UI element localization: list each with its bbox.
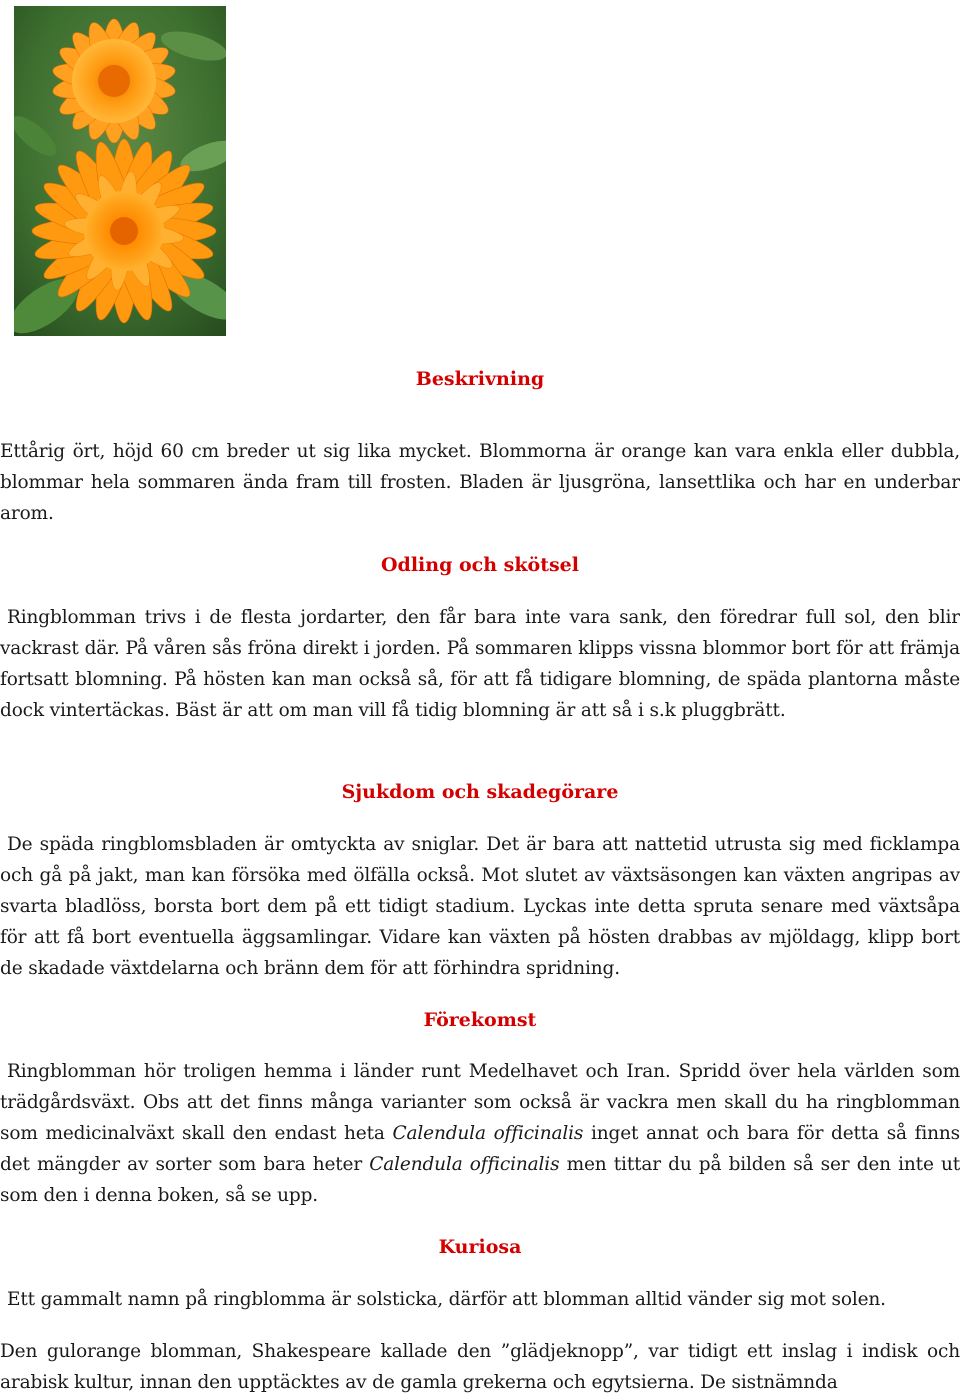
forekomst-text-3: men tittar du på bilden så ser den inte ut som den i denna boken, så se upp. bbox=[0, 1154, 960, 1206]
heading-forekomst: Förekomst bbox=[423, 1009, 537, 1031]
heading-kuriosa: Kuriosa bbox=[438, 1236, 522, 1258]
paragraph-kuriosa-2: Den gulorange blomman, Shakespeare kallade den ”glädjeknopp”, var tidigt ett inslag i indisk och arabisk kultur, innan den upptäcktes av de gamla grekerna och egytsierna. De sistnämnda bbox=[0, 1341, 960, 1393]
paragraph-beskrivning: Ettårig ört, höjd 60 cm breder ut sig lika mycket. Blommorna är orange kan vara enkla eller dubbla, blommar hela sommaren ända fram till frosten. Bladen är ljusgröna, lansettlika och har en underbar arom. bbox=[0, 441, 960, 524]
latin-name-2: Calendula officinalis bbox=[369, 1154, 560, 1175]
forekomst-text-2: inget annat och bara för detta så finns det mängder av sorter som bara heter bbox=[0, 1123, 960, 1175]
heading-odling-och-skotsel: Odling och skötsel bbox=[381, 554, 579, 576]
marigold-photo bbox=[14, 6, 226, 336]
paragraph-odling-och-skotsel: Ringblomman trivs i de flesta jordarter, den får bara inte vara sank, den föredrar full sol, den blir vackrast där. På våren sås fröna direkt i jorden. På sommaren klipps vissna blommor bort för att främja fortsatt blomning. På hösten kan man också så, för att få tidigare blomning, de späda plantorna måste dock vintertäckas. Bäst är att om man vill få tidig blomning är att så i s.k pluggbrätt. bbox=[0, 607, 960, 721]
forekomst-text-1: Ringblomman hör troligen hemma i länder runt Medelhavet och Iran. Spridd över hela världen som trädgårdsväxt. Obs att det finns många varianter som också är vackra men skall du ha ringblomman som medicinalväxt skall den endast heta bbox=[0, 1061, 960, 1144]
latin-name-1: Calendula officinalis bbox=[392, 1123, 584, 1144]
heading-beskrivning: Beskrivning bbox=[415, 368, 545, 390]
paragraph-kuriosa: Ett gammalt namn på ringblomma är solsticka, därför att blomman alltid vänder sig mot solen. bbox=[7, 1289, 886, 1310]
paragraph-forekomst bbox=[0, 1056, 960, 1211]
heading-sjukdom-och-skadegorare: Sjukdom och skadegörare bbox=[341, 781, 619, 803]
paragraph-sjukdom-och-skadegorare: De späda ringblomsbladen är omtyckta av sniglar. Det är bara att nattetid utrusta sig med ficklampa och gå på jakt, man kan försöka med ölfälla också. Mot slutet av växtsäsongen kan växten angripas av svarta bladlöss, borsta bort dem på ett tidigt stadium. Lyckas inte detta spruta senare med växtsåpa för att få bort eventuella äggsamlingar. Vidare kan växten på hösten drabbas av mjöldagg, klipp bort de skadade växtdelarna och bränn dem för att förhindra spridning. bbox=[0, 834, 960, 979]
